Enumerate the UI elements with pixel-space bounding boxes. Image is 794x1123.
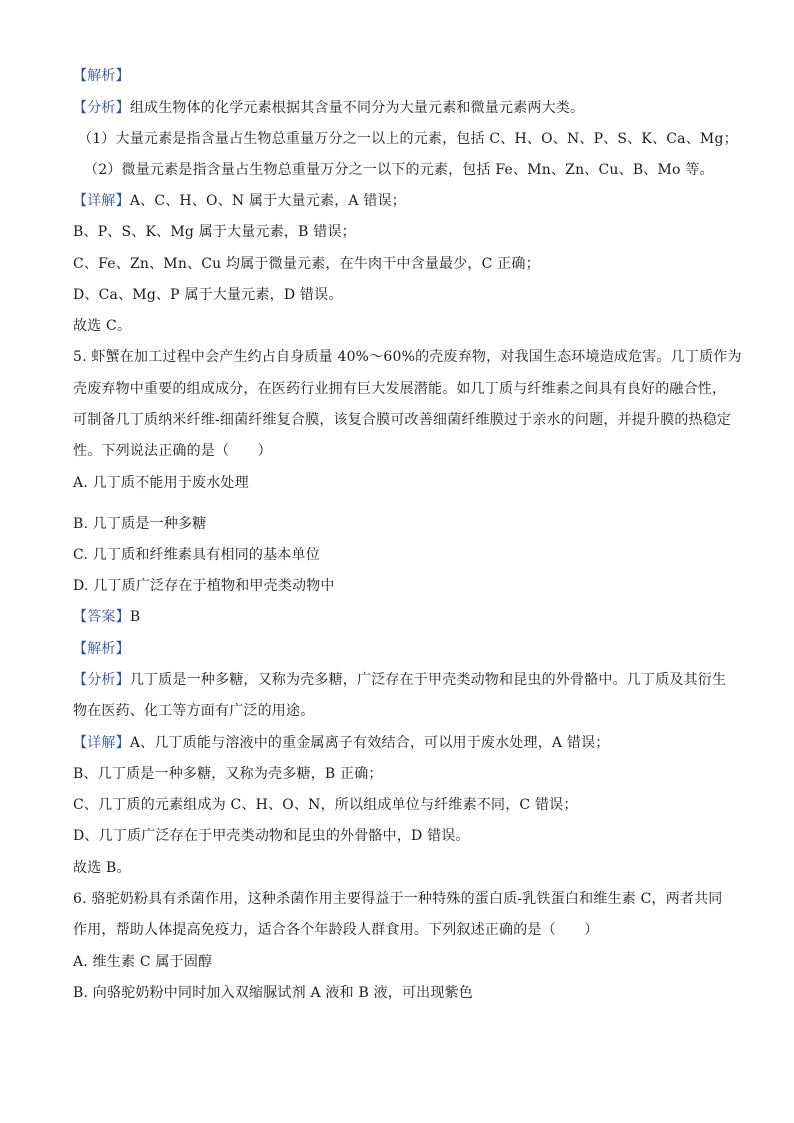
q5-option-b: B. 几丁质是一种多糖	[73, 516, 207, 532]
q5-answer: B	[129, 609, 141, 625]
q5-detail-c: C、几丁质的元素组成为 C、H、O、N，所以组成单位与纤维素不同，C 错误；	[73, 797, 578, 813]
q5-answer-tag: 【答案】	[73, 609, 130, 625]
q5-stem-line3: 可制备几丁质纳米纤维-细菌纤维复合膜，该复合膜可改善细菌纤维膜过于亲水的问题，并提升膜的热稳定	[73, 412, 732, 428]
q4-analysis-text: 组成生物体的化学元素根据其含量不同分为大量元素和微量元素两大类。	[129, 100, 585, 116]
q4-analysis-tag: 【分析】	[73, 100, 130, 116]
q4-detail-a-line	[73, 191, 733, 211]
q4-detail-a: A、C、H、O、N 属于大量元素，A 错误；	[129, 193, 406, 209]
q5-stem-line2: 壳废弃物中重要的组成成分，在医药行业拥有巨大发展潜能。如几丁质与纤维素之间具有良好的融合性，	[73, 381, 727, 397]
q6-stem-line1: 6. 骆驼奶粉具有杀菌作用，这种杀菌作用主要得益于一种特殊的蛋白质-乳铁蛋白和维生素 C，两者共同	[73, 891, 723, 907]
q5-conclusion: 故选 B。	[73, 860, 131, 876]
q4-analysis	[73, 98, 733, 118]
q4-detail-tag: 【详解】	[73, 193, 130, 209]
q5-option-a: A. 几丁质不能用于废水处理	[73, 475, 249, 491]
q6-option-b: B. 向骆驼奶粉中同时加入双缩脲试剂 A 液和 B 液，可出现紫色	[73, 985, 473, 1001]
q5-detail-a-line	[73, 733, 733, 753]
q6-option-a: A. 维生素 C 属于固醇	[73, 954, 213, 970]
q4-point1: （1）大量元素是指含量占生物总重量万分之一以上的元素，包括 C、H、O、N、P、S、K、Ca、Mg；	[78, 131, 738, 147]
q5-detail-tag: 【详解】	[73, 735, 130, 751]
q4-conclusion: 故选 C。	[73, 318, 132, 334]
q5-analysis-line1	[73, 670, 733, 690]
q4-detail-b: B、P、S、K、Mg 属于大量元素，B 错误；	[73, 224, 356, 240]
q5-analysis-text1: 几丁质是一种多糖，又称为壳多糖，广泛存在于甲壳类动物和昆虫的外骨骼中。几丁质及其衍生	[129, 672, 727, 688]
q4-point2: （2）微量元素是指含量占生物总重量万分之一以下的元素，包括 Fe、Mn、Zn、Cu、B、Mo 等。	[84, 162, 714, 178]
q5-analysis-tag: 【分析】	[73, 672, 130, 688]
q5-detail-b: B、几丁质是一种多糖，又称为壳多糖，B 正确；	[73, 766, 383, 782]
q5-explanation-tag: 【解析】	[73, 641, 130, 657]
q4-explanation-tag: 【解析】	[73, 68, 130, 84]
q5-detail-d: D、几丁质广泛存在于甲壳类动物和昆虫的外骨骼中，D 错误。	[73, 828, 470, 844]
q5-answer-line	[73, 607, 733, 627]
q5-stem-line1: 5. 虾蟹在加工过程中会产生约占自身质量 40%～60%的壳废弃物，对我国生态环境造成危害。几丁质作为	[73, 349, 742, 365]
q5-analysis-line2: 物在医药、化工等方面有广泛的用途。	[73, 703, 315, 719]
q5-explanation-header	[73, 639, 733, 659]
q5-stem-line4: 性。下列说法正确的是（ ）	[73, 443, 272, 459]
q6-stem-line2: 作用，帮助人体提高免疫力，适合各个年龄段人群食用。下列叙述正确的是（ ）	[73, 922, 599, 938]
q5-detail-a: A、几丁质能与溶液中的重金属离子有效结合，可以用于废水处理，A 错误；	[129, 735, 610, 751]
q4-detail-d: D、Ca、Mg、P 属于大量元素，D 错误。	[73, 287, 343, 303]
q5-option-c: C. 几丁质和纤维素具有相同的基本单位	[73, 547, 320, 563]
q4-explanation-header	[73, 66, 733, 86]
q4-detail-c: C、Fe、Zn、Mn、Cu 均属于微量元素，在牛肉干中含量最少，C 正确；	[73, 256, 540, 272]
q5-option-d: D. 几丁质广泛存在于植物和甲壳类动物中	[73, 578, 335, 594]
